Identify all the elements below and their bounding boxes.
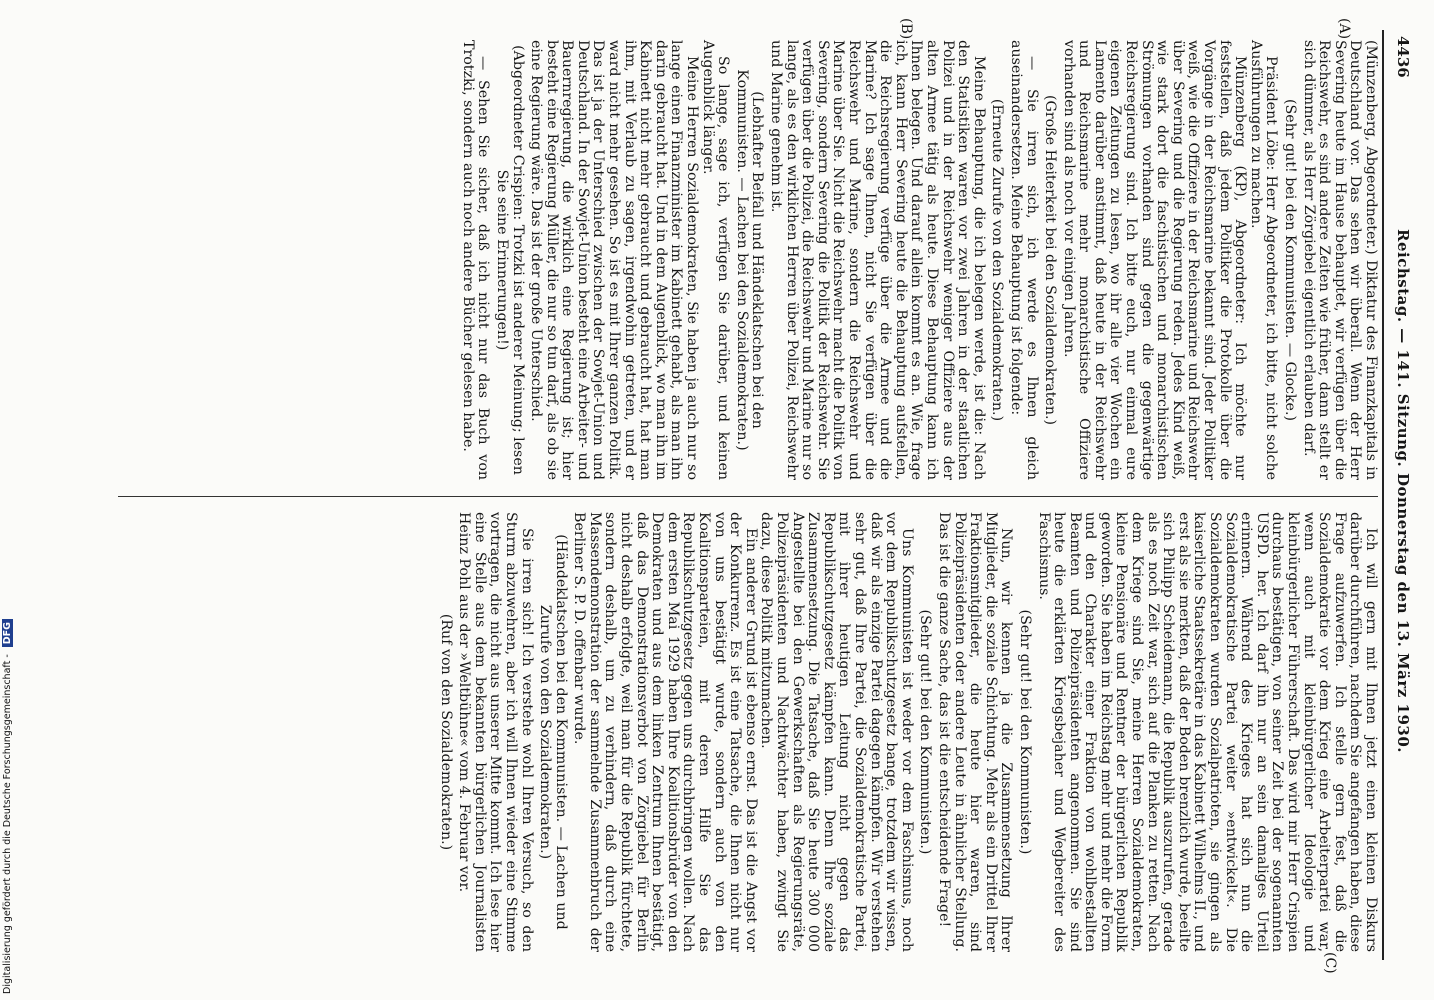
paragraph: Uns Kommunisten ist weder vor dem Faschismus, noch vor dem Republikschutzgesetz bange, trotzdem wir wissen, daß wir als einzige Partei dagegen kämpfen. Wir verstehen sehr gut, daß Ihre Partei, die Sozialdemokratische Partei, mit ihrer heutigen Leitung nicht gegen das Republikschutzgesetz kämpfen kann. Denn Ihre soziale Zusammensetzung. Die Tatsache, daß Sie heute 300 000 Angestellte bei den Gewerkschaften als Regierungsräte, Polizeipräsidenten und Nachtwächter haben, zwingt Sie dazu, diese Politik mitzumachen. [758,512,915,952]
left-column [108,40,1378,480]
margin-mark-c: (C) [1322,952,1338,974]
paragraph: (Münzenberg, Abgeordneter.) Diktatur des Finanzkapitals in Deutschland vor. Das sehen wir überall. Wenn der Herr Severing heute im Hause behauptet, wir verfügen über die Reichswehr, es sind andere Zeiten wie früher, dann stellt er sich dümmer, als Herr Zörgiebel eigentlich erlauben darf. [1300,40,1379,480]
interjection: (Sehr gut! bei den Kommunisten.) [917,609,934,855]
paragraph: Sie irren sich! Ich verstehe wohl Ihren Versuch, so den Sturm abzuwehren, aber ich will Ihnen wieder eine Stimme vortragen, die nicht aus unserer Mitte kommt. Ich lese hier eine Stelle aus dem bekannten bürgerlichen Journalisten Heinz Pohl aus der »Weltbühne« vom 4. Februar vor. [456,512,535,952]
paragraph: Nun, wir kennen ja die Zusammensetzung Ihrer Mitglieder, die soziale Schichtung. Mehr als ein Drittel Ihrer Fraktionsmitglieder, die heute hier waren, sind Polizeipräsidenten oder andere Leute in ähnlicher Stellung. Das ist die ganze Sache, das ist die entscheidende Frage! [935,512,1015,952]
paragraph: Ich will gern mit Ihnen jetzt einen kleinen Diskurs darüber durchführen, nachdem Sie angefangen haben, diese Frage aufzuwerfen. Ich stelle gern fest, daß die Sozialdemokratie vor dem Krieg eine Arbeiterpartei war, wenn auch mit kleinbürgerlicher Ideologie und kleinbürgerlicher Führerschaft. Das wird mir Herr Crispien durchaus bestätigen, von seiner Zeit bei der sogenannten USPD. her. Ich darf ihn nur an sein damaliges Urteil erinnern. Während des Krieges hat sich nun die Sozialdemokratische Partei weiter »entwickelt«. Die Sozialdemokraten wurden Sozialpatrioten, sie gingen als kaiserliche Staatssekretäre in das Kabinett Wilhelms II., und erst als sie merkten, daß der Boden brenzlich wurde, beeilte sich Philipp Scheidemann, die Republik auszurufen, gerade als es noch Zeit war, sich auf die Planken zu retten. Nach dem Kriege sind Sie, meine Herren Sozialdemokraten, kleine Pensionäre und Rentner der bürgerlichen Republik geworden. Sie haben im Reichstag mehr und mehr die Form und den Charakter einer Fraktion von wohlbestallten Beamten und Polizeipräsidenten angenommen. Sie sind heute die erklärten Kriegsbejaher und Wegbereiter des Faschismus. [1035,512,1379,952]
paragraph: — Sie irren sich, ich werde es Ihnen gleich auseinandersetzen. Meine Behauptung ist folgende: [1007,40,1040,480]
interjection: (Lebhafter Beifall und Händeklatschen bei den Kommunisten. — Lachen bei den Sozialdemokraten.) [733,69,766,451]
page-number: 4436 [1394,36,1412,78]
running-header [1386,36,1416,946]
paragraph: Ein anderer Grund ist ebenso ernst. Das ist die Angst vor der Konkurrenz. Es ist eine Tatsache, die Ihnen nicht nur von uns bestätigt wurde, sondern auch von den Koalitionsparteien, mit deren Hilfe Sie das Republikschutzgesetz gegen uns durchbringen wollen. Nach dem ersten Mai 1929 haben Ihre Koalitionsbrüder von den Demokraten und aus dem linken Zentrum Ihnen bestätigt, daß das Demonstrationsverbot von Zörgiebel für Berlin nicht deshalb erfolgte, weil man für die Republik fürchtete, sondern deshalb, um zu verhindern, daß durch eine Massendemonstration der sammelnde Zusammenbruch der Berliner S. P. D. offenbar wurde. [571,512,759,952]
paragraph: Präsident Löbe: Herr Abgeordneter, ich bitte, nicht solche Ausführungen zu machen. [1247,40,1280,480]
interjection: (Ruf von den Sozialdemokraten.) [437,613,454,851]
dfg-logo: DFG [2,619,13,647]
digitization-footer [2,619,13,994]
paragraph: Meine Herren Sozialdemokraten, Sie haben ja auch nur so lange einen Finanzminister im Kabinett gehabt, als man ihn darin gebraucht hat. Und in dem Augenblick, wo man ihn im Kabinett nicht mehr gebraucht und gebraucht hat, hat man ihm, mit Verlaub zu sagen, irgendwohin getreten, und er ward nicht mehr gesehen. So ist es mit Ihrer ganzen Politik. Das ist ja der Unterschied zwischen der Sowjet-Union und Deutschland. In der Sowjet-Union besteht eine Arbeiter- und Bauernregierung, die wirklich eine Regierung ist; hier besteht eine Regierung Müller, die nur so tun darf, als ob sie eine Regierung wäre. Das ist der große Unterschied. [528,40,701,480]
paragraph: — Sehen Sie sicher, daß ich nicht nur das Buch von Trotzki, sondern auch noch andere Bücher gelesen habe. [459,40,492,480]
interjection: (Abgeordneter Crispien: Trotzki ist anderer Meinung; lesen Sie seine Erinnerungen!) [493,45,526,475]
paragraph: Meine Behauptung, die ich belegen werde, ist die: Nach den Statistiken waren vor zwei Jahren in der staatlichen Polizei und in der Reichswehr weniger Offiziere aus der alten Armee tätig als heute. Diese Behauptung kann ich Ihnen belegen. Und darauf allein kommt es an. Wie, frage ich, kann Herr Severing heute die Behauptung aufstellen, die Reichsregierung verfüge über die Armee und die Marine? Ich sage Ihnen, nicht Sie verfügen über die Reichswehr und Marine, sondern die Reichswehr und Marine über Sie. Nicht die Reichswehr macht die Politik von Severing, sondern Severing die Politik der Reichswehr. Sie verfügen über die Polizei, die Reichswehr und Marine nur so lange, als es den wirklichen Herren über Polizei, Reichswehr und Marine genehm ist. [768,40,987,480]
margin-mark-a: (A) [1336,18,1352,40]
right-column [108,512,1378,952]
interjection: (Große Heiterkeit bei den Sozialdemokraten.) [1042,94,1059,425]
column-rule [118,496,1378,497]
paragraph: Münzenberg (KP), Abgeordneter: Ich möchte nur feststellen, daß jedem Politiker die Protokolle über die Vorgänge in der Reichsmarine bekannt sind. Jeder Politiker weiß, wie die Offiziere in der Reichsmarine und Reichswehr über Severing und die Regierung reden. Jedes Kind weiß, wie stark dort die faschistischen und monarchistischen Strömungen vorhanden sind gegen die gegenwärtige Reichsregierung sind. Ich bitte euch, nur einmal eure eigenen Zeitungen zu lesen, wo ihr alle vier Wochen ein Lamento darüber anstimmt, daß heute in der Reichswehr und Reichsmarine mehr monarchistische Offiziere vorhanden sind als noch vor einigen Jahren. [1060,40,1249,480]
paragraph: So lange, sage ich, verfügen Sie darüber, und keinen Augenblick länger. [699,40,732,480]
interjection: (Händeklatschen bei den Kommunisten. — Lachen und Zurufe von den Sozialdemokraten.) [537,534,569,930]
interjection: (Sehr gut! bei den Kommunisten.) [1016,609,1033,855]
header-rule [1382,30,1384,960]
margin-mark-b: (B) [898,18,914,40]
interjection: (Sehr gut! bei den Kommunisten. — Glocke.) [1282,99,1299,421]
footer-text: Digitalisierung gefördert durch die Deutsche Forschungsgemeinschaft - [2,654,13,994]
interjection: (Erneute Zurufe von den Sozialdemokraten.) [989,98,1006,422]
header-title: Reichstag. — 141. Sitzung. Donnerstag den 13. März 1930. [1394,229,1412,753]
